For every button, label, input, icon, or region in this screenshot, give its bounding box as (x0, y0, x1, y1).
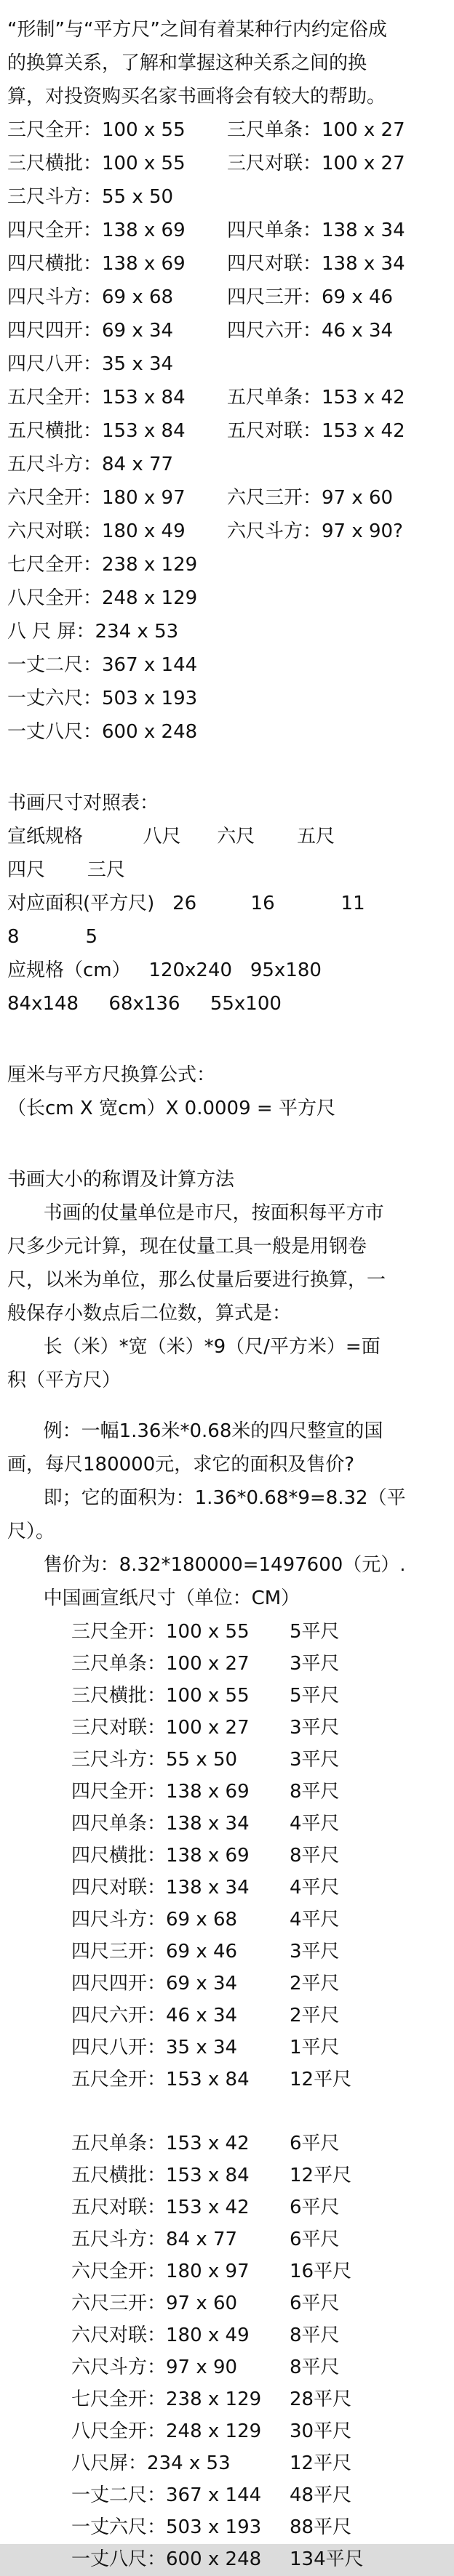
area-table-row (7, 2543, 448, 2576)
area-table-row (7, 1903, 448, 1936)
size-cell: 八 尺 屏：234 x 53 (7, 621, 179, 643)
area-size-cell: 四尺单条：138 x 34 (71, 1813, 250, 1835)
area-value-cell: 28平尺 (290, 2388, 352, 2410)
intro-line: “形制”与“平方尺”之间有着某种行内约定俗成 (7, 19, 387, 41)
size-cell: 四尺六开：46 x 34 (227, 320, 394, 342)
area-table-row (7, 2479, 448, 2512)
comparison-line: 对应面积(平方尺) 26 16 11 (7, 893, 365, 914)
area-value-cell: 48平尺 (290, 2484, 352, 2506)
size-cell: 三尺对联：100 x 27 (227, 153, 405, 174)
area-value-cell: 4平尺 (290, 1877, 340, 1899)
method-line: 尺多少元计算，现在仗量工具一般是用钢卷 (7, 1236, 367, 1257)
area-value-cell: 2平尺 (290, 2005, 340, 2026)
area-table-row (7, 2511, 448, 2544)
area-table-row (7, 2063, 448, 2096)
example-line: 尺）。 (7, 1521, 55, 1542)
size-cell: 四尺斗方：69 x 68 (7, 286, 174, 308)
method-formula-line: 积（平方尺） (7, 1369, 122, 1391)
area-value-cell: 3平尺 (290, 1941, 340, 1963)
area-value-cell: 5平尺 (290, 1685, 340, 1707)
area-size-cell: 五尺全开：153 x 84 (71, 2069, 250, 2090)
intro-line: 算，对投资购买名家书画将会有较大的帮助。 (7, 86, 386, 108)
size-row (7, 247, 448, 281)
area-size-cell: 八尺全开：248 x 129 (71, 2420, 262, 2442)
size-cell: 一丈六尺：503 x 193 (7, 688, 198, 709)
area-size-cell: 四尺八开：35 x 34 (71, 2037, 238, 2058)
area-size-cell: 六尺全开：180 x 97 (71, 2261, 250, 2282)
area-size-cell: 三尺横批：100 x 55 (71, 1685, 250, 1707)
area-value-cell: 12平尺 (290, 2165, 352, 2186)
size-cell: 四尺全开：138 x 69 (7, 220, 186, 241)
size-cell: 五尺对联：153 x 42 (227, 420, 405, 442)
area-table-row (7, 1679, 448, 1712)
area-size-cell: 一丈二尺：367 x 144 (71, 2484, 262, 2506)
size-row (7, 180, 448, 214)
area-table-row (7, 2095, 448, 2128)
size-cell: 六尺斗方：97 x 90? (227, 520, 403, 542)
size-cell: 五尺斗方：84 x 77 (7, 454, 174, 475)
area-size-cell: 六尺三开：97 x 60 (71, 2293, 238, 2314)
area-value-cell: 30平尺 (290, 2420, 352, 2442)
size-row (7, 481, 448, 515)
area-table-row (7, 2351, 448, 2384)
area-value-cell: 5平尺 (290, 1621, 340, 1643)
comparison-title: 书画尺寸对照表： (7, 792, 159, 814)
comparison-line: 8 5 (7, 926, 97, 948)
size-cell: 四尺四开：69 x 34 (7, 320, 174, 342)
area-size-cell: 五尺对联：153 x 42 (71, 2197, 250, 2218)
example-line: 例：一幅1.36米*0.68米的四尺整宣的国 (7, 1420, 383, 1442)
area-value-cell: 6平尺 (290, 2133, 340, 2154)
area-value-cell: 8平尺 (290, 2325, 340, 2346)
area-value-cell: 6平尺 (290, 2197, 340, 2218)
size-cell: 七尺全开：238 x 129 (7, 554, 198, 576)
size-row (7, 581, 448, 615)
area-value-cell: 4平尺 (290, 1909, 340, 1931)
size-cell: 一丈二尺：367 x 144 (7, 654, 198, 676)
area-size-cell: 三尺斗方：55 x 50 (71, 1749, 238, 1771)
area-value-cell: 16平尺 (290, 2261, 352, 2282)
size-row (7, 314, 448, 347)
area-size-cell: 四尺对联：138 x 34 (71, 1877, 250, 1899)
size-row (7, 648, 448, 682)
size-row (7, 448, 448, 481)
example-line: 画，每尺180000元，求它的面积及售价? (7, 1454, 355, 1476)
area-table-row (7, 1999, 448, 2032)
area-table-row (7, 2383, 448, 2416)
size-row (7, 414, 448, 448)
intro-line: 的换算关系，了解和掌握这种关系之间的换 (7, 52, 367, 74)
area-table-row (7, 1871, 448, 1904)
size-cell: 六尺全开：180 x 97 (7, 487, 186, 509)
comparison-line: 四尺 三尺 (7, 859, 125, 881)
size-row (7, 347, 448, 381)
method-title: 书画大小的称谓及计算方法 (7, 1169, 235, 1191)
size-row (7, 548, 448, 581)
area-table-row (7, 1615, 448, 1649)
size-row (7, 214, 448, 247)
size-row (7, 281, 448, 314)
area-size-cell: 三尺单条：100 x 27 (71, 1653, 250, 1675)
size-row (7, 682, 448, 715)
size-row (7, 715, 448, 749)
area-size-cell: 四尺四开：69 x 34 (71, 1973, 238, 1995)
size-cell: 六尺三开：97 x 60 (227, 487, 394, 509)
size-cell: 三尺横批：100 x 55 (7, 153, 186, 174)
size-row (7, 113, 448, 147)
size-cell: 五尺横批：153 x 84 (7, 420, 186, 442)
area-table-row (7, 1935, 448, 1968)
area-table-row (7, 1807, 448, 1840)
area-table-row (7, 2159, 448, 2192)
size-cell: 六尺对联：180 x 49 (7, 520, 186, 542)
size-cell: 四尺单条：138 x 34 (227, 220, 405, 241)
area-value-cell: 3平尺 (290, 1653, 340, 1675)
method-formula-line: 长（米）*宽（米）*9（尺/平方米）=面 (7, 1336, 381, 1358)
formula-title: 厘米与平方尺换算公式： (7, 1064, 216, 1086)
area-size-cell: 五尺单条：153 x 42 (71, 2133, 250, 2154)
area-table-row (7, 2223, 448, 2256)
area-table-row (7, 2447, 448, 2480)
area-value-cell: 8平尺 (290, 1845, 340, 1867)
area-value-cell: 6平尺 (290, 2229, 340, 2250)
size-cell: 四尺八开：35 x 34 (7, 353, 174, 375)
area-table-row (7, 2255, 448, 2288)
size-row (7, 147, 448, 180)
area-value-cell: 3平尺 (290, 1749, 340, 1771)
area-table-row (7, 1775, 448, 1808)
size-cell: 四尺横批：138 x 69 (7, 253, 186, 275)
area-value-cell: 12平尺 (290, 2069, 352, 2090)
area-table-row (7, 1743, 448, 1776)
method-line: 书画的仗量单位是市尺，按面积每平方市 (7, 1202, 384, 1224)
example-line: 即；它的面积为：1.36*0.68*9=8.32（平 (7, 1487, 406, 1509)
example-line: 中国画宣纸尺寸（单位：CM） (7, 1587, 300, 1609)
area-value-cell: 12平尺 (290, 2452, 352, 2474)
area-table-row (7, 2319, 448, 2352)
size-cell: 四尺对联：138 x 34 (227, 253, 405, 275)
size-cell: 四尺三开：69 x 46 (227, 286, 394, 308)
area-size-cell: 一丈八尺：600 x 248 (71, 2548, 262, 2570)
area-value-cell: 134平尺 (290, 2548, 364, 2570)
area-size-cell: 三尺全开：100 x 55 (71, 1621, 250, 1643)
area-table-row (7, 2127, 448, 2160)
area-size-cell: 五尺斗方：84 x 77 (71, 2229, 238, 2250)
area-table-row (7, 1967, 448, 2000)
size-row (7, 381, 448, 414)
area-table-row (7, 2287, 448, 2320)
area-value-cell: 1平尺 (290, 2037, 340, 2058)
area-size-cell: 四尺斗方：69 x 68 (71, 1909, 238, 1931)
area-size-cell: 四尺全开：138 x 69 (71, 1781, 250, 1803)
area-table-row (7, 2415, 448, 2448)
size-cell: 五尺全开：153 x 84 (7, 387, 186, 408)
area-table-row (7, 1647, 448, 1681)
method-line: 般保存小数点后二位数，算式是： (7, 1303, 292, 1324)
comparison-line: 84x148 68x136 55x100 (7, 993, 282, 1015)
area-size-cell: 五尺横批：153 x 84 (71, 2165, 250, 2186)
area-value-cell: 2平尺 (290, 1973, 340, 1995)
area-size-cell: 六尺对联：180 x 49 (71, 2325, 250, 2346)
area-size-cell: 七尺全开：238 x 129 (71, 2388, 262, 2410)
size-cell: 三尺全开：100 x 55 (7, 119, 186, 141)
size-cell: 八尺全开：248 x 129 (7, 587, 198, 609)
area-size-cell: 六尺斗方：97 x 90 (71, 2356, 238, 2378)
area-value-cell: 4平尺 (290, 1813, 340, 1835)
area-size-cell: 四尺横批：138 x 69 (71, 1845, 250, 1867)
area-table-row (7, 2031, 448, 2064)
area-table-row (7, 1839, 448, 1872)
area-table-row (7, 2191, 448, 2224)
comparison-line: 宣纸规格 八尺 六尺 五尺 (7, 826, 335, 848)
example-line: 售价为：8.32*180000=1497600（元）. (7, 1554, 406, 1576)
area-value-cell: 3平尺 (290, 1717, 340, 1739)
area-size-cell: 一丈六尺：503 x 193 (71, 2516, 262, 2538)
area-value-cell: 8平尺 (290, 2356, 340, 2378)
area-size-cell: 四尺三开：69 x 46 (71, 1941, 238, 1963)
area-value-cell: 8平尺 (290, 1781, 340, 1803)
size-cell: 一丈八尺：600 x 248 (7, 721, 198, 743)
size-cell: 五尺单条：153 x 42 (227, 387, 405, 408)
area-value-cell: 88平尺 (290, 2516, 352, 2538)
area-table-row (7, 1711, 448, 1744)
size-row (7, 615, 448, 648)
method-line: 尺，以米为单位，那么仗量后要进行换算，一 (7, 1269, 386, 1291)
area-value-cell: 6平尺 (290, 2293, 340, 2314)
area-size-cell: 八尺屏：234 x 53 (71, 2452, 231, 2474)
formula-text: （长cm X 宽cm）X 0.0009 = 平方尺 (7, 1098, 335, 1119)
size-cell: 三尺斗方：55 x 50 (7, 186, 174, 208)
area-size-cell: 四尺六开：46 x 34 (71, 2005, 238, 2026)
comparison-line: 应规格（cm） 120x240 95x180 (7, 959, 322, 981)
size-cell: 三尺单条：100 x 27 (227, 119, 405, 141)
size-row (7, 515, 448, 548)
area-size-cell: 三尺对联：100 x 27 (71, 1717, 250, 1739)
